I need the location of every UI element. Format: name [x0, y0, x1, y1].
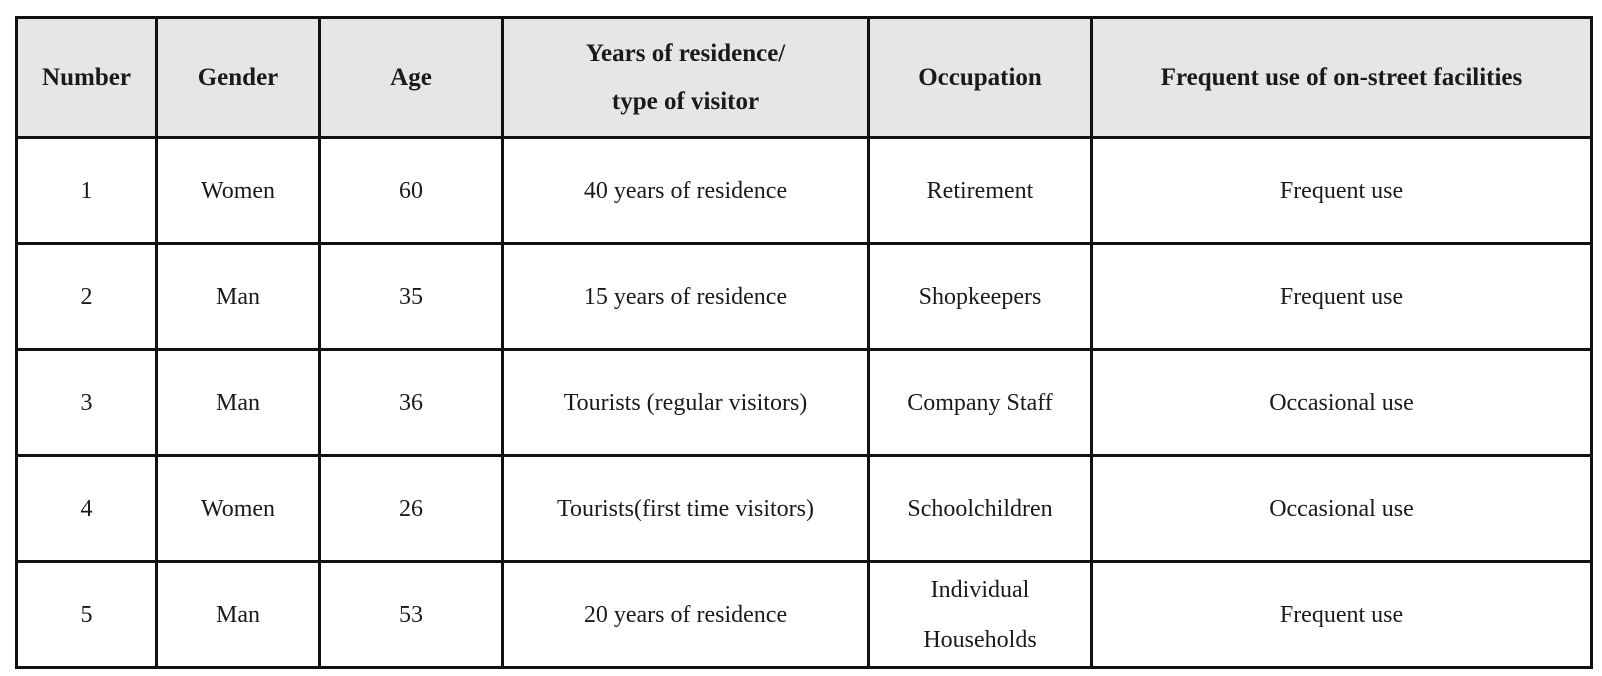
- cell-age: 35: [320, 244, 503, 350]
- table-row: [17, 350, 1592, 456]
- cell-age: 26: [320, 456, 503, 562]
- cell-occupation: Schoolchildren: [869, 456, 1092, 562]
- cell-residence-visitor-type: Tourists (regular visitors): [503, 350, 869, 456]
- cell-facility-use: Frequent use: [1092, 244, 1592, 350]
- cell-facility-use: Occasional use: [1092, 350, 1592, 456]
- cell-age: 36: [320, 350, 503, 456]
- cell-age: 53: [320, 562, 503, 668]
- table-row: [17, 138, 1592, 244]
- cell-occupation: Retirement: [869, 138, 1092, 244]
- cell-occupation: Individual Households: [869, 562, 1092, 668]
- cell-residence-visitor-type: 40 years of residence: [503, 138, 869, 244]
- cell-number: 2: [17, 244, 157, 350]
- header-occupation: Occupation: [869, 18, 1092, 138]
- table-row: [17, 456, 1592, 562]
- header-gender: Gender: [157, 18, 320, 138]
- cell-facility-use: Occasional use: [1092, 456, 1592, 562]
- cell-age: 60: [320, 138, 503, 244]
- cell-residence-visitor-type: Tourists(first time visitors): [503, 456, 869, 562]
- table-header: [17, 18, 1592, 138]
- respondent-table: [15, 16, 1593, 669]
- table-row: [17, 562, 1592, 668]
- table-body: [17, 138, 1592, 668]
- cell-residence-visitor-type: 15 years of residence: [503, 244, 869, 350]
- cell-number: 4: [17, 456, 157, 562]
- cell-residence-visitor-type: 20 years of residence: [503, 562, 869, 668]
- cell-number: 1: [17, 138, 157, 244]
- cell-gender: Women: [157, 138, 320, 244]
- table-row: [17, 244, 1592, 350]
- header-row: [17, 18, 1592, 138]
- cell-gender: Women: [157, 456, 320, 562]
- cell-gender: Man: [157, 244, 320, 350]
- header-age: Age: [320, 18, 503, 138]
- cell-facility-use: Frequent use: [1092, 562, 1592, 668]
- cell-occupation: Company Staff: [869, 350, 1092, 456]
- cell-number: 5: [17, 562, 157, 668]
- cell-number: 3: [17, 350, 157, 456]
- cell-facility-use: Frequent use: [1092, 138, 1592, 244]
- header-facility-use: Frequent use of on-street facilities: [1092, 18, 1592, 138]
- cell-gender: Man: [157, 350, 320, 456]
- header-number: Number: [17, 18, 157, 138]
- cell-gender: Man: [157, 562, 320, 668]
- cell-occupation: Shopkeepers: [869, 244, 1092, 350]
- header-residence-visitor-type: Years of residence/ type of visitor: [503, 18, 869, 138]
